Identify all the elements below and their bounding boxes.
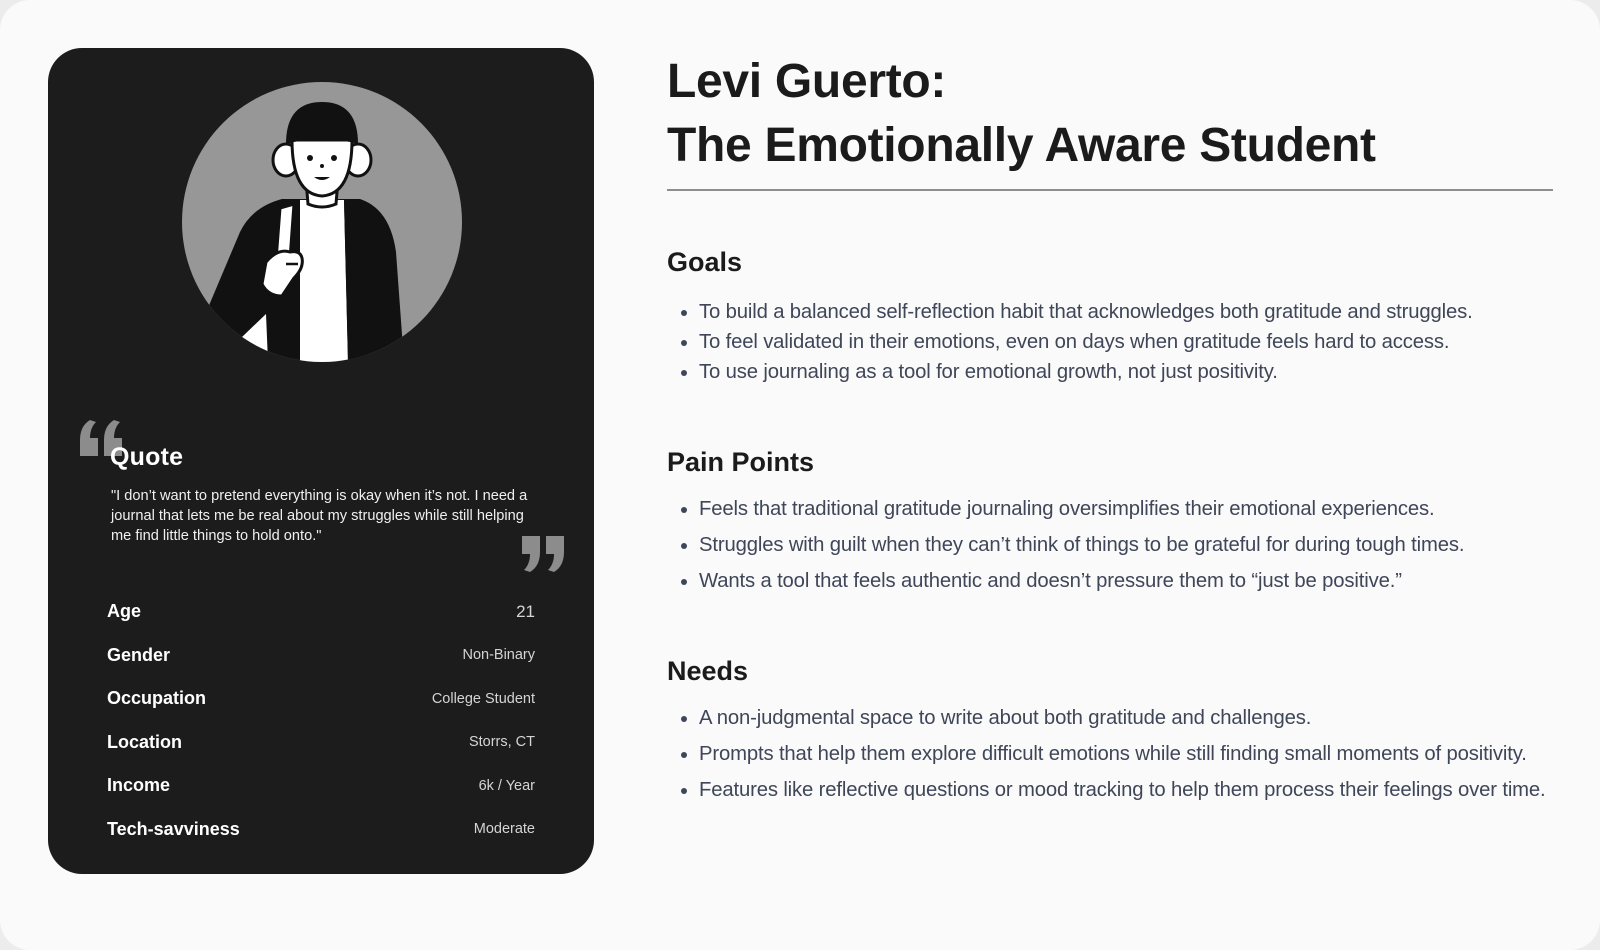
title-divider (667, 189, 1553, 191)
needs-section (667, 654, 1557, 813)
list-item: • A non-judgmental space to write about both gratitude and challenges. (699, 705, 1557, 731)
persona-title (667, 50, 1553, 178)
fact-label: Income (107, 775, 171, 796)
fact-tech-savviness (107, 808, 535, 852)
list-item: • Features like reflective questions or mood tracking to help them process their feelings over time. (699, 777, 1557, 803)
persona-name: Levi Guerto: (667, 55, 947, 108)
list-item: • Wants a tool that feels authentic and doesn’t pressure them to “just be positive.” (699, 568, 1557, 594)
fact-value: College Student (431, 690, 535, 707)
fact-label: Tech-savviness (107, 818, 240, 839)
needs-list (667, 705, 1557, 803)
pain-points-heading: Pain Points (667, 447, 815, 477)
avatar (182, 82, 462, 362)
fact-value: 21 (516, 601, 535, 621)
goals-section (667, 245, 1557, 389)
persona-archetype: The Emotionally Aware Student (667, 119, 1376, 172)
fact-income (107, 764, 535, 808)
fact-location (107, 721, 535, 765)
list-item: • Feels that traditional gratitude journaling oversimplifies their emotional experiences. (699, 496, 1557, 522)
goals-list (667, 299, 1557, 385)
pain-points-list (667, 496, 1557, 594)
goals-heading: Goals (667, 247, 743, 277)
quote-heading: Quote (110, 443, 184, 471)
fact-value: Moderate (473, 821, 535, 838)
fact-label: Gender (107, 644, 171, 665)
fact-gender (107, 634, 535, 678)
list-item: • Struggles with guilt when they can’t think of things to be grateful for during tough times. (699, 532, 1557, 558)
list-item: • To feel validated in their emotions, even on days when gratitude feels hard to access. (699, 329, 1557, 355)
pain-points-section (667, 445, 1557, 604)
quote-text: "I don’t want to pretend everything is okay when it’s not. I need a journal that lets me be real about my struggles while still helping me find little things to hold onto." (111, 488, 528, 544)
list-item: • To use journaling as a tool for emotional growth, not just positivity. (699, 359, 1557, 385)
needs-heading: Needs (667, 656, 749, 686)
fact-value: 6k / Year (478, 777, 535, 794)
fact-value: Storrs, CT (468, 734, 535, 751)
fact-age (107, 590, 535, 634)
persona-facts (107, 590, 535, 851)
student-avatar-icon (182, 82, 462, 362)
list-item: • Prompts that help them explore difficult emotions while still finding small moments of positivity. (699, 741, 1557, 767)
fact-value: Non-Binary (462, 647, 535, 664)
list-item: • To build a balanced self-reflection habit that acknowledges both gratitude and struggles. (699, 299, 1557, 325)
fact-label: Occupation (107, 688, 207, 709)
fact-label: Age (107, 601, 142, 622)
fact-occupation (107, 677, 535, 721)
persona-card (48, 48, 594, 874)
quote-close-icon (520, 534, 566, 574)
fact-label: Location (107, 731, 182, 752)
